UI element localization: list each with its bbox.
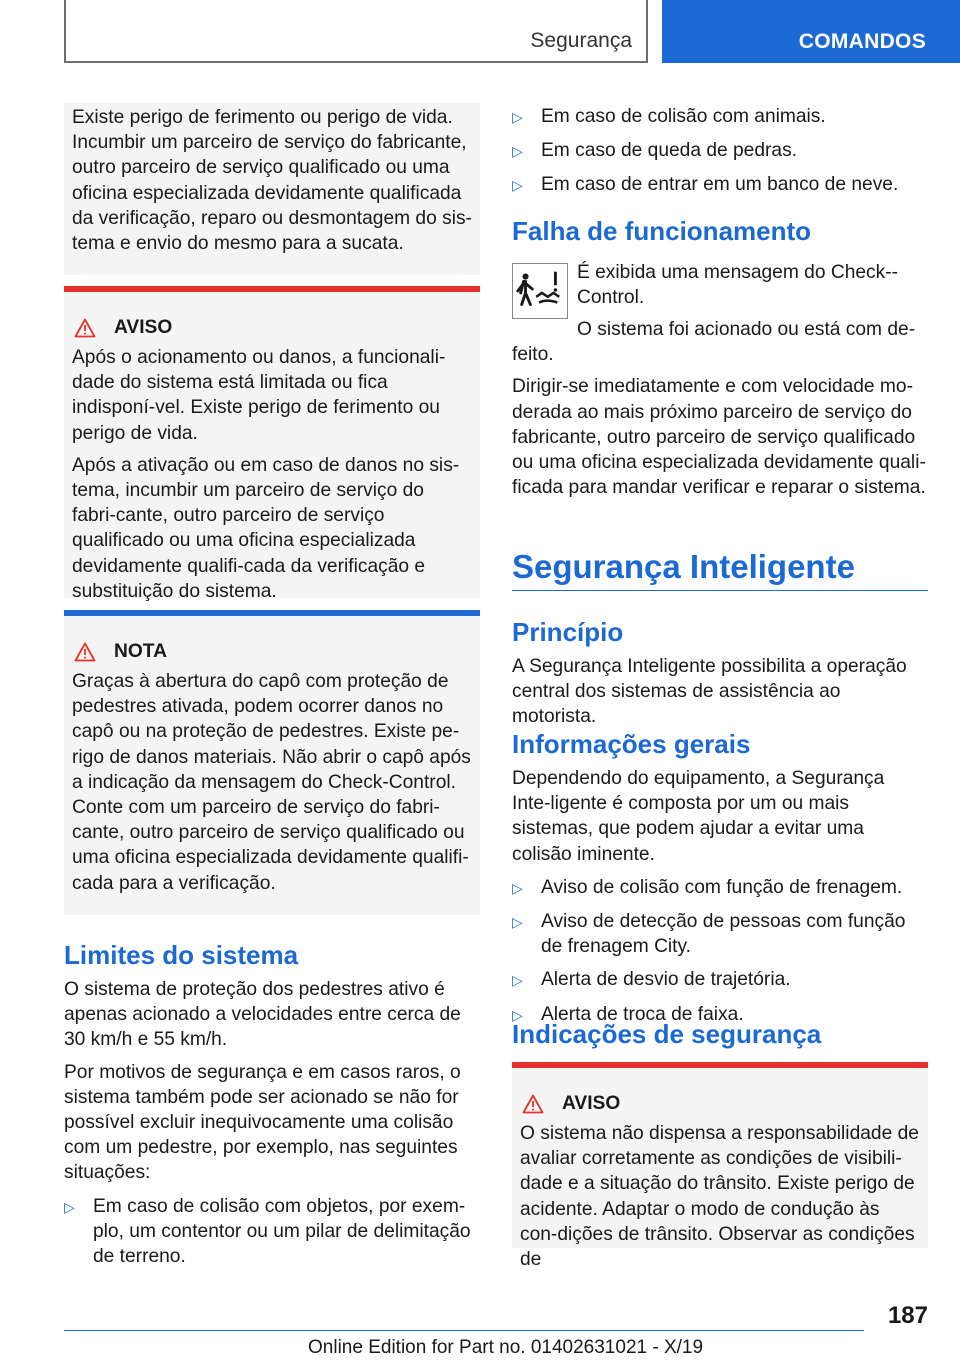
aviso-header <box>74 313 480 343</box>
warning-triangle-icon <box>522 1094 544 1114</box>
nota-box <box>64 610 480 915</box>
list-item <box>512 104 928 130</box>
warning-triangle-icon <box>74 642 96 662</box>
list-item-text: Alerta de troca de faixa. <box>541 1003 744 1025</box>
list-item-text: Alerta de desvio de trajetória. <box>541 969 791 991</box>
bullet-triangle-icon: ▷ <box>64 1198 75 1215</box>
info-section <box>512 729 928 1028</box>
falha-icon-text-block <box>577 260 928 310</box>
nota-title: NOTA <box>114 641 167 662</box>
list-item-text: Em caso de entrar em um banco de neve. <box>541 174 899 196</box>
falha-paragraph-3: Dirigir-se imediatamente e com velocidade mo-derada ao mais próximo parceiro de serviço do fabricante, outro parceiro de serviço qualificado ou uma oficina especializada devidamente quali-ficada para mandar verificar e reparar o sistema. <box>512 376 926 499</box>
nota-header <box>74 637 480 667</box>
bullet-triangle-icon: ▷ <box>512 914 523 931</box>
limites-paragraph-2: Por motivos de segurança e em casos raros, o sistema também pode ser acionado se não for possível excluir inequivocamente uma colisão com um pedestre, por exemplo, nas seguintes situações: <box>64 1061 461 1184</box>
list-item <box>512 172 928 198</box>
list-item <box>512 909 928 959</box>
falha-section <box>512 216 928 247</box>
warning-bar <box>512 1062 928 1068</box>
aviso-paragraph-2: Após a ativação ou em caso de danos no sis-tema, incumbir um parceiro de serviço do fabri-cante, outro parceiro de serviço qualificado ou uma oficina especializada devidamente qualifi-cada da verificação e substituição do sistema. <box>72 454 460 602</box>
seguranca-section <box>512 548 928 591</box>
footer-rule <box>64 1330 864 1331</box>
list-item-text: Aviso de detecção de pessoas com função de frenagem City. <box>541 911 906 958</box>
info-heading: Informações gerais <box>512 729 751 759</box>
list-item <box>512 875 928 901</box>
pedestrian-protection-icon <box>512 263 568 319</box>
aviso-title: AVISO <box>114 317 173 338</box>
header-chapter-tab <box>662 0 960 63</box>
list-item-text: Em caso de queda de pedras. <box>541 140 798 162</box>
falha-paragraph-2: O sistema foi acionado ou está com de-feito. <box>512 319 916 366</box>
aviso2-title: AVISO <box>562 1093 621 1114</box>
aviso2-header <box>522 1089 928 1119</box>
list-item-text: Aviso de colisão com função de frenagem. <box>541 876 903 898</box>
list-item-text: Em caso de colisão com animais. <box>541 106 826 127</box>
right-bullets-top <box>512 104 928 199</box>
list-item <box>64 1194 480 1270</box>
warning-triangle-icon <box>74 318 96 338</box>
heading-rule <box>512 590 928 591</box>
aviso-paragraph-1: Após o acionamento ou danos, a funcionali-dade do sistema está limitada ou fica indisponí-vel. Existe perigo de ferimento ou perigo de vida. <box>72 347 446 444</box>
limites-paragraph-1: O sistema de proteção dos pedestres ativo é apenas acionado a velocidades entre cerca de 30 km/h e 55 km/h. <box>64 979 461 1051</box>
bullet-triangle-icon: ▷ <box>512 109 523 125</box>
indicacoes-heading: Indicações de segurança <box>512 1019 822 1049</box>
page-number: 187 <box>887 1302 928 1329</box>
bullet-triangle-icon: ▷ <box>512 143 523 160</box>
bullet-triangle-icon: ▷ <box>512 879 523 896</box>
principio-paragraph: A Segurança Inteligente possibilita a operação central dos sistemas de assistência ao motorista. <box>512 656 907 728</box>
falha-icon-text: É exibida uma mensagem do Check--Control. <box>577 262 899 309</box>
info-box <box>64 103 480 275</box>
principio-section <box>512 617 928 730</box>
list-item <box>512 967 928 993</box>
limites-section <box>64 940 480 1269</box>
aviso2-box <box>512 1062 928 1271</box>
aviso2-paragraph: O sistema não dispensa a responsabilidade de avaliar corretamente as condições de visibili-dade e a situação do trânsito. Existe perigo de acidente. Adaptar o modo de condução às con-dições de trânsito. Observar as condições de <box>520 1123 919 1271</box>
list-item <box>512 138 928 164</box>
header-section-title: Segurança <box>530 29 632 52</box>
seguranca-heading: Segurança Inteligente <box>512 548 855 585</box>
falha-body <box>512 317 928 500</box>
info-paragraph: Dependendo do equipamento, a Segurança Inte-ligente é composta por um ou mais sistemas, que podem ajudar a evitar uma colisão iminente. <box>512 768 885 865</box>
indicacoes-section <box>512 1019 928 1050</box>
falha-heading: Falha de funcionamento <box>512 216 812 246</box>
warning-bar <box>64 286 480 292</box>
bullet-triangle-icon: ▷ <box>512 177 523 194</box>
limites-heading: Limites do sistema <box>64 940 299 970</box>
principio-heading: Princípio <box>512 617 624 647</box>
list-item-text: Em caso de colisão com objetos, por exem-plo, um contentor ou um pilar de delimitação de terreno. <box>93 1195 471 1268</box>
info-box-text: Existe perigo de ferimento ou perigo de vida. Incumbir um parceiro de serviço do fabricante, outro parceiro de serviço qualificado ou uma oficina especializada devidamente qualificada da verificação, reparo ou desmontagem do sis-tema e envio do mesmo para a sucata. <box>72 107 472 255</box>
bullet-triangle-icon: ▷ <box>512 972 523 989</box>
footer-edition: Online Edition for Part no. 01402631021 - X/19 <box>308 1337 704 1358</box>
bullet-triangle-icon: ▷ <box>512 1006 523 1023</box>
header-chapter-title: COMANDOS <box>798 30 926 53</box>
note-bar <box>64 610 480 616</box>
aviso-box <box>64 286 480 602</box>
nota-paragraph: Graças à abertura do capô com proteção de pedestres ativada, podem ocorrer danos no capô ou na proteção de pedestres. Existe pe-rigo de danos materiais. Não abrir o capô após a indicação da mensagem do Check-Control. Conte com um parceiro de serviço do fabri-cante, outro parceiro de serviço qualificado ou uma oficina especializada devidamente qualifi-cada para a verificação. <box>72 671 471 894</box>
header-section-tab <box>64 0 648 63</box>
